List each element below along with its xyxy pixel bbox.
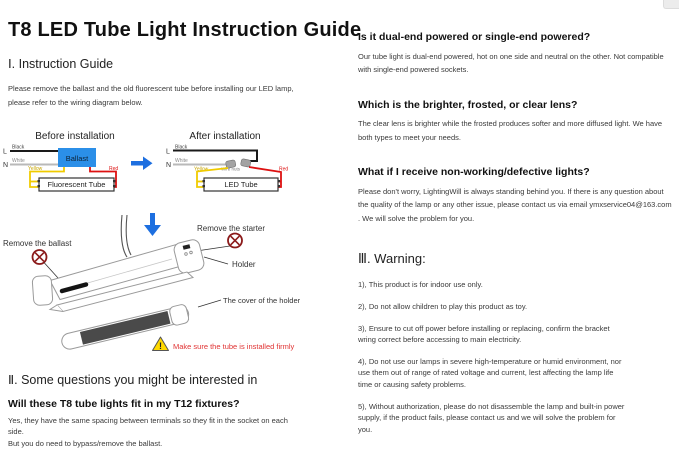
cover-label: The cover of the holder [223,296,301,305]
line-n-label: N [166,162,172,169]
tube-pin [38,180,41,182]
faq-question-3: What if I receive non-working/defective lights? [358,166,590,179]
prohibited-icon [33,250,47,264]
faq-question-2: Which is the brighter, frosted, or clear lens? [358,98,578,111]
white-wire-label: White [12,158,25,164]
ballast-label: Ballast [65,154,89,163]
remove-ballast-label: Remove the ballast [3,239,72,248]
tube-pin [278,185,281,187]
section2-answer-2: But you do need to bypass/remove the ballast. [8,438,163,448]
black-wire-label: Black [175,144,188,151]
prohibited-icon [228,234,242,248]
wire-nut-icon [240,159,251,168]
page-title: T8 LED Tube Light Instruction Guide [8,19,362,41]
section2 [8,372,310,449]
warning-item-4: 4), Do not use our lamps in severe high-temperature or humid environment, nor use them out of range of rated voltage and current, lest affecting the lamp life time or causing safety problems. [358,356,622,390]
yellow-wire-label: Yellow [28,166,43,172]
tube-pin [38,185,41,187]
section2-question: Will these T8 tube lights fit in my T12 fixtures? [8,398,240,410]
faq-answer-1: Our tube light is dual-end powered, hot on one side and neutral on the other. Not compatible with single-end powered sockets. [358,51,664,75]
yellow-wire-label: Yellow [194,166,209,173]
tube-pin [113,185,116,187]
warning-item-5: 5), Without authorization, please do not disassemble the lamp and built-in power supply, if the product fails, please contact us and we will solve the problem for you. [358,401,625,434]
down-arrow-icon [144,213,161,236]
fluorescent-tube-label: Fluorescent Tube [47,180,106,189]
after-installation-diagram [166,131,288,191]
warning-item-2: 2), Do not allow children to play this product as toy. [358,301,528,311]
tube-pin [113,180,116,182]
section2-answer-1: Yes, they have the same spacing between terminals so they fit in the socket on each side. [8,416,288,437]
hanging-wires [121,215,131,257]
tube-warning-note: Make sure the tube is installed firmly [173,342,295,351]
faq-question-1: Is it dual-end powered or single-end powered? [358,31,591,43]
wire-nuts-label: Wire nuts [221,166,241,172]
faq-column [358,31,676,446]
faq-answer-3: Please don't worry, LightingWill is always standing behind you. If there is any question about the quality of the lamp or any other issue, please contact us via email ymxservice04@163.com . We will solve the problem for you. [358,186,672,223]
white-wire-label: White [175,158,188,164]
warning-heading: Ⅲ. Warning: [358,251,426,267]
tube-illustration [60,303,191,352]
remove-starter-label: Remove the starter [197,224,266,233]
fixture-body [32,238,205,311]
faq-answer-2: The clear lens is brighter while the frosted produces softer and more diffused light. We have both types to meet your needs. [358,119,663,142]
section2-heading: Ⅱ. Some questions you might be interested in [8,373,258,387]
before-installation-diagram [3,131,118,191]
transition-arrow-icon [131,157,153,171]
holder-leader-line [204,257,228,264]
warning-item-3: 3), Ensure to cut off power before installing or replacing, confirm the bracket wring correct before accessing to main electricity. [358,323,610,345]
line-n-label: N [3,162,9,169]
black-wire-label: Black [12,144,25,151]
section1-body: Please remove the ballast and the old fluorescent tube before installing our LED lamp, please refer to the wiring diagram below. [8,84,294,107]
before-title: Before installation [35,131,115,142]
after-title: After installation [189,131,261,142]
red-wire-label: Red [109,166,119,172]
line-l-label: L [3,148,7,156]
cover-leader-line [198,300,221,307]
fixture-illustration [0,210,345,362]
led-tube-label: LED Tube [224,180,258,189]
holder-label: Holder [232,260,256,269]
line-l-label: L [166,148,170,156]
tube-pin [278,180,281,182]
wiring-diagram [0,126,345,210]
scrollbar-thumb[interactable] [663,0,679,9]
warning-triangle-icon [153,337,169,351]
tube-pin [203,180,206,182]
section1-heading: Ⅰ. Instruction Guide [8,57,114,71]
svg-text:!: ! [159,341,162,351]
red-wire-label: Red [279,166,289,173]
tube-pin [203,185,206,187]
warning-item-1: 1), This product is for indoor use only. [358,280,483,290]
